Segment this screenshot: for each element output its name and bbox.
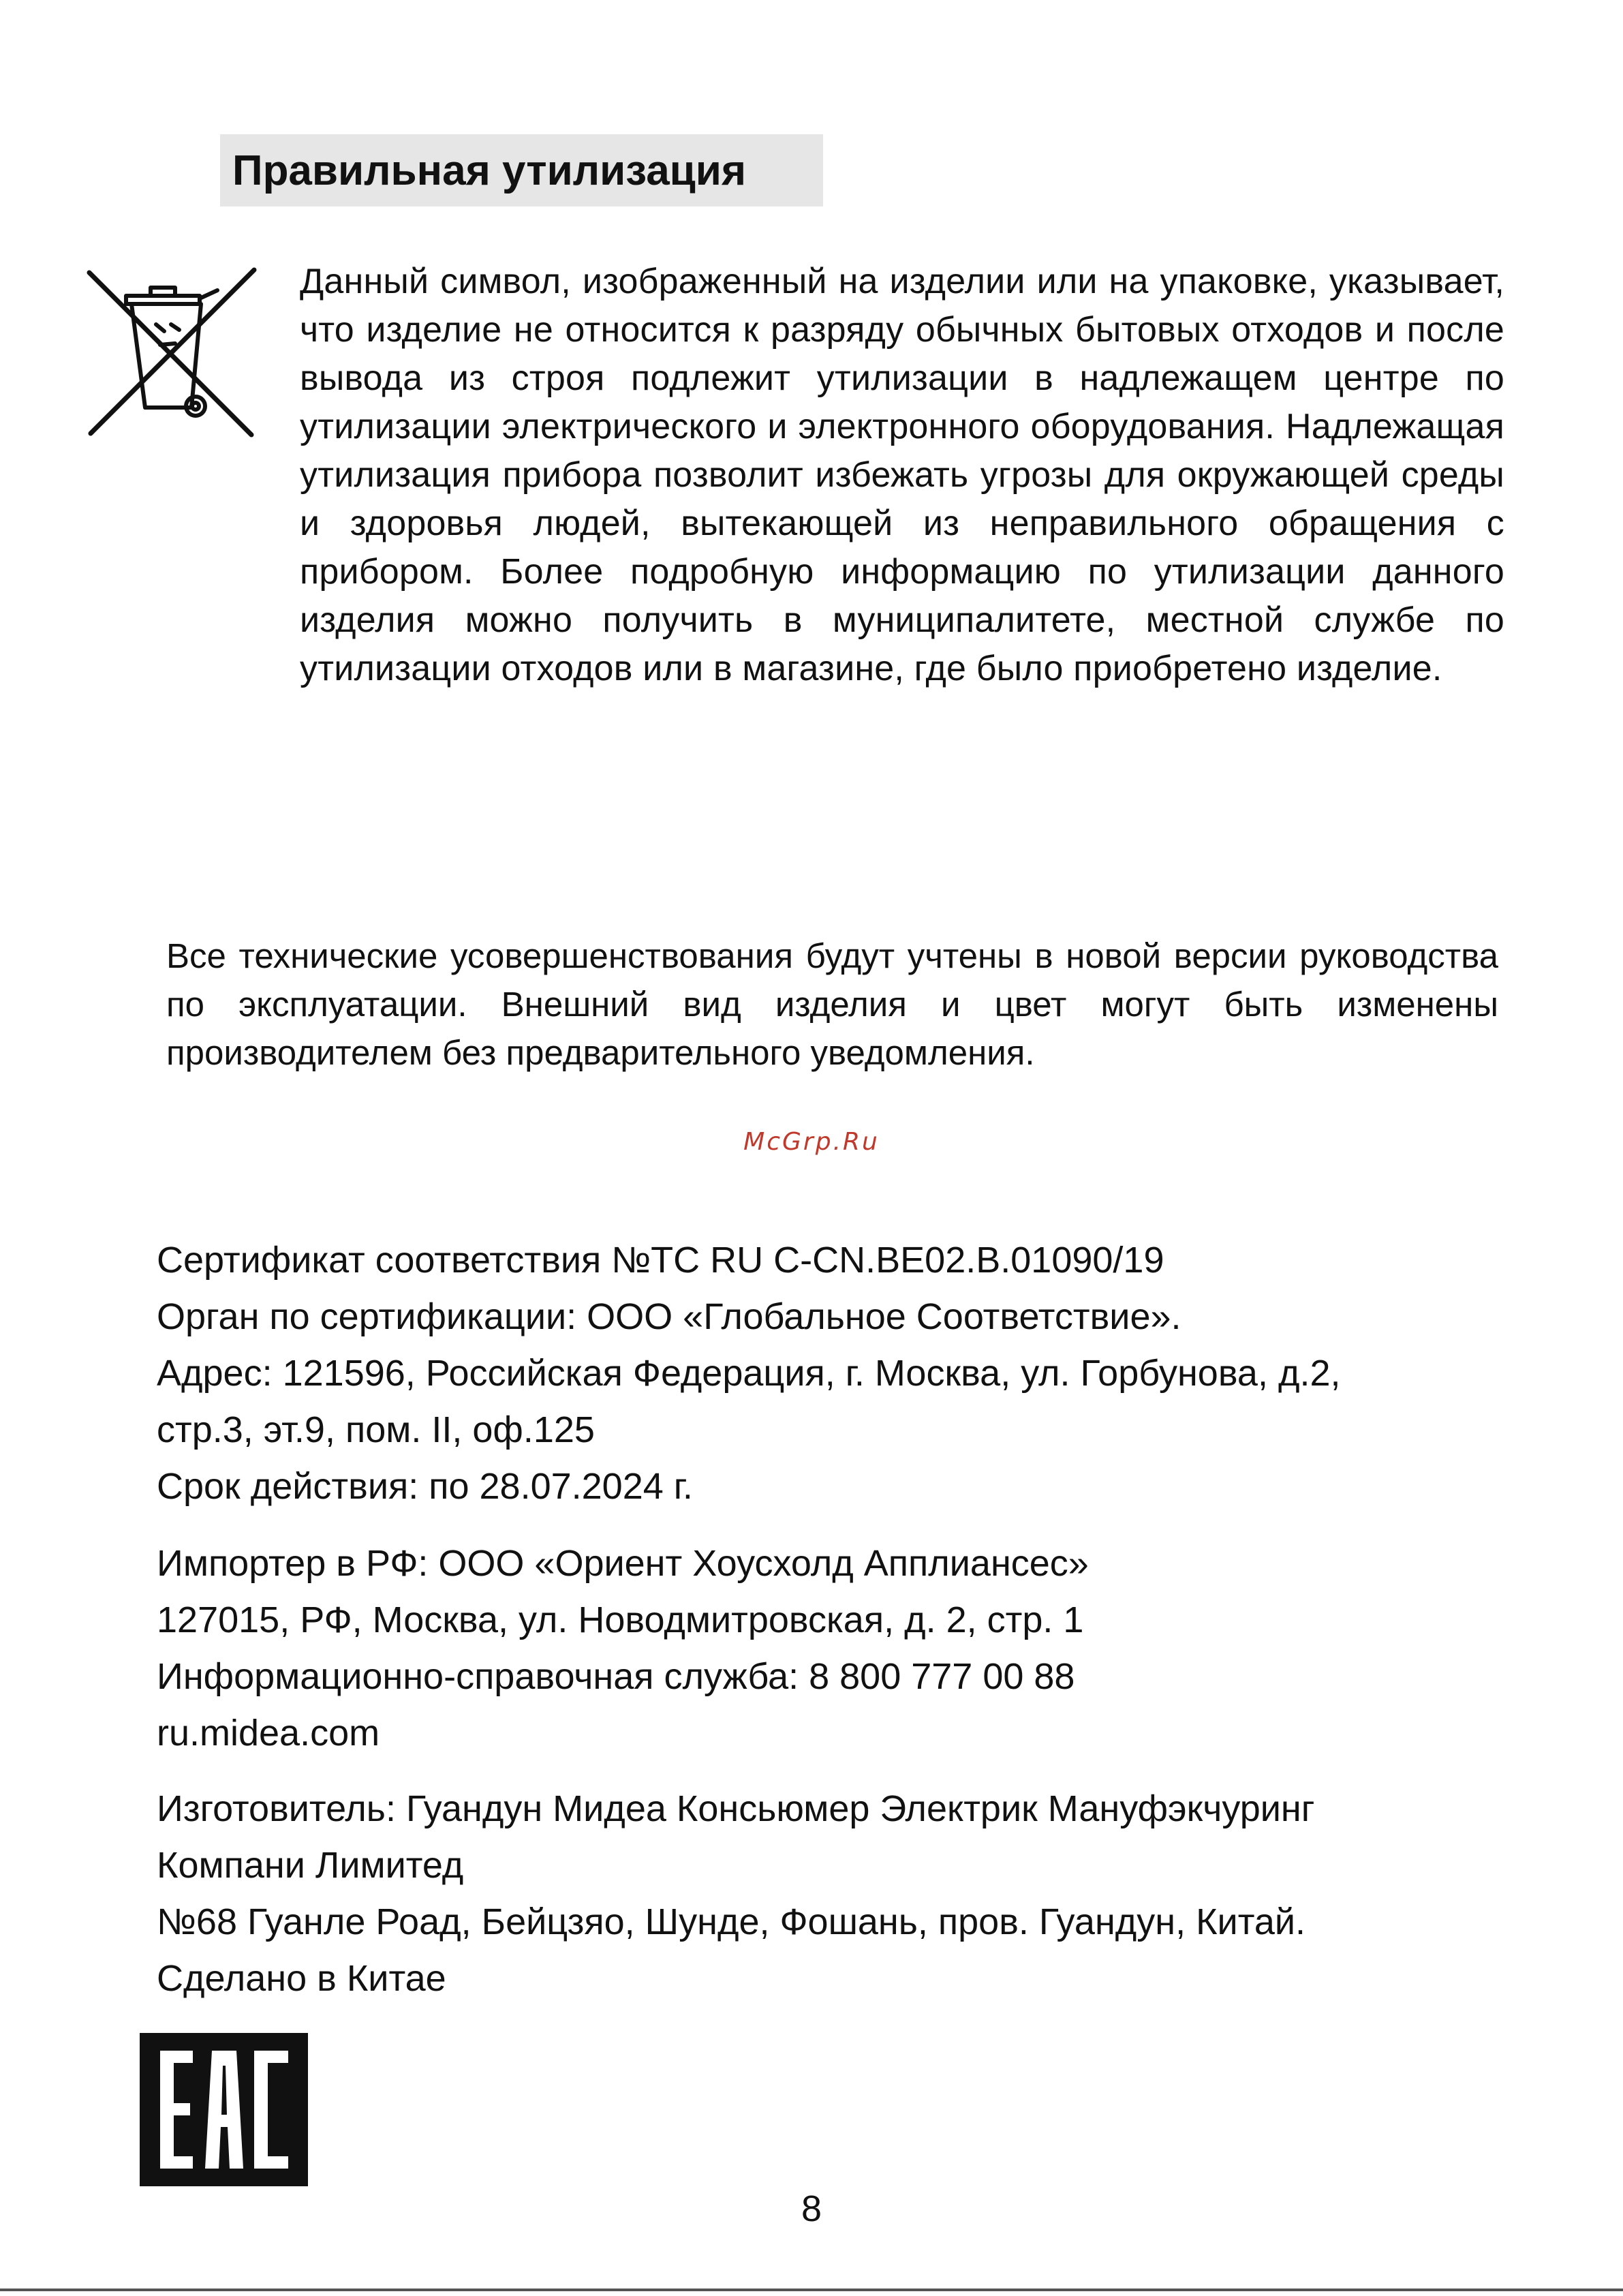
importer-name: Импортер в РФ: ООО «Ориент Хоусхолд Апплиансес» (157, 1543, 1089, 1584)
crossed-out-wheelie-bin-icon (84, 263, 258, 444)
certification-body: Орган по сертификации: ООО «Глобальное Соответствие». (157, 1296, 1181, 1337)
info-service-phone: Информационно-справочная служба: 8 800 777 00 88 (157, 1656, 1075, 1697)
certificate-number: Сертификат соответствия №TC RU C-CN.BE02.B.01090/19 (157, 1240, 1164, 1281)
watermark: McGrp.Ru (743, 1128, 880, 1156)
section-heading (220, 134, 823, 206)
country-of-origin: Сделано в Китае (157, 1958, 446, 1999)
manufacturer-name: Изготовитель: Гуандун Мидеа Консьюмер Электрик Мануфэкчуринг (157, 1788, 1315, 1829)
manufacturer-address: №68 Гуанле Роад, Бейцзяо, Шунде, Фошань, пров. Гуандун, Китай. (157, 1901, 1306, 1942)
certificate-block (157, 1232, 1519, 1515)
importer-address: 127015, РФ, Москва, ул. Новодмитровская, д. 2, стр. 1 (157, 1599, 1084, 1640)
page-number: 8 (801, 2188, 822, 2229)
website-link[interactable]: ru.midea.com (157, 1713, 380, 1754)
certification-address-cont: стр.3, эт.9, пом. II, оф.125 (157, 1409, 595, 1450)
disposal-paragraph: Данный символ, изображенный на изделии или на упаковке, указывает, что изделие не относится к разряду обычных бытовых отходов и после вывода из строя подлежит утилизации в надлежащем центре по утилизации электрического и электронного оборудования. Надлежащая утилизация прибора позволит избежать угрозы для окружающей среды и здоровья людей, вытекающей из неправильного обращения с прибором. Более подробную информацию по утилизации данного изделия можно получить в муниципалитете, местной службе по утилизации отходов или в магазине, где было приобретено изделие. (300, 262, 1504, 688)
eac-mark-icon (140, 2033, 308, 2186)
importer-block (157, 1535, 1519, 1762)
manufacturer-name-cont: Компани Лимитед (157, 1845, 464, 1886)
technical-improvements-note: Все технические усовершенствования будут учтены в новой версии руководства по эксплуатации. Внешний вид изделия и цвет могут быть изменены производителем без предварительного уведомления. (166, 936, 1498, 1072)
section-heading-text: Правильная утилизация (232, 147, 747, 194)
manufacturer-block (157, 1781, 1519, 2007)
certification-address: Адрес: 121596, Российская Федерация, г. Москва, ул. Горбунова, д.2, (157, 1353, 1341, 1394)
page-bottom-divider (0, 2289, 1623, 2291)
certificate-validity: Срок действия: по 28.07.2024 г. (157, 1466, 693, 1507)
